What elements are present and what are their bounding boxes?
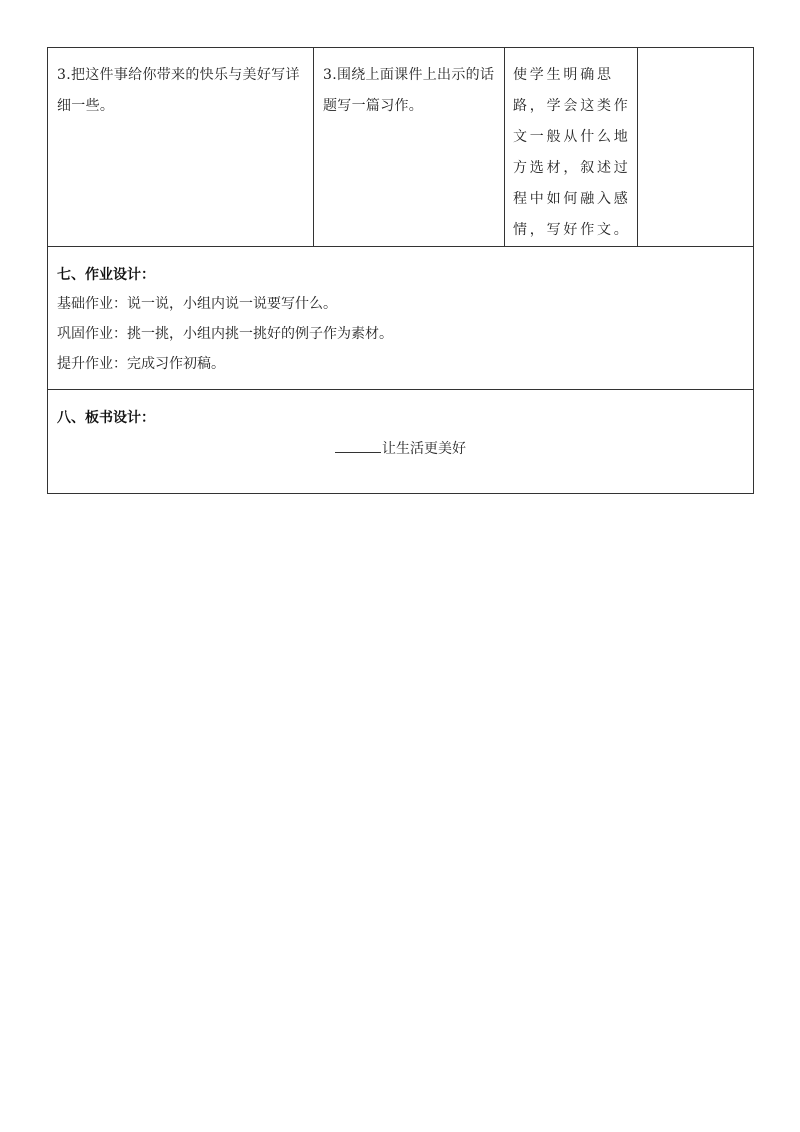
board-design-text: 让生活更美好: [382, 441, 466, 457]
board-title: 八、板书设计：: [57, 410, 155, 426]
goal-cell: [505, 48, 638, 247]
homework-section: [48, 247, 754, 390]
homework-title: 七、作业设计：: [57, 267, 155, 283]
notes-text: [638, 48, 753, 60]
board-design-line: [57, 434, 744, 464]
homework-row: [48, 247, 754, 390]
empty-cell: [638, 48, 754, 247]
homework-basic: 基础作业：说一说，小组内说一说要写什么。: [57, 296, 337, 312]
table-row: [48, 48, 754, 247]
board-section: [48, 390, 754, 494]
student-activity-text: 3.把这件事给你带来的快乐与美好写详细一些。: [57, 67, 300, 114]
activity-cell: [48, 48, 314, 247]
homework-consolidate: 巩固作业：挑一挑，小组内挑一挑好的例子作为素材。: [57, 326, 393, 342]
board-row: [48, 390, 754, 494]
lesson-plan-table: [47, 47, 754, 494]
fill-blank-line: [335, 438, 381, 453]
design-goal-text: 使学生明确思路，学会这类作文一般从什么地方选材，叙述过程中如何融入感情，写好作文。: [513, 67, 631, 238]
task-cell: [314, 48, 505, 247]
teacher-task-text: 3.围绕上面课件上出示的话题写一篇习作。: [323, 67, 495, 114]
homework-advanced: 提升作业：完成习作初稿。: [57, 356, 225, 372]
